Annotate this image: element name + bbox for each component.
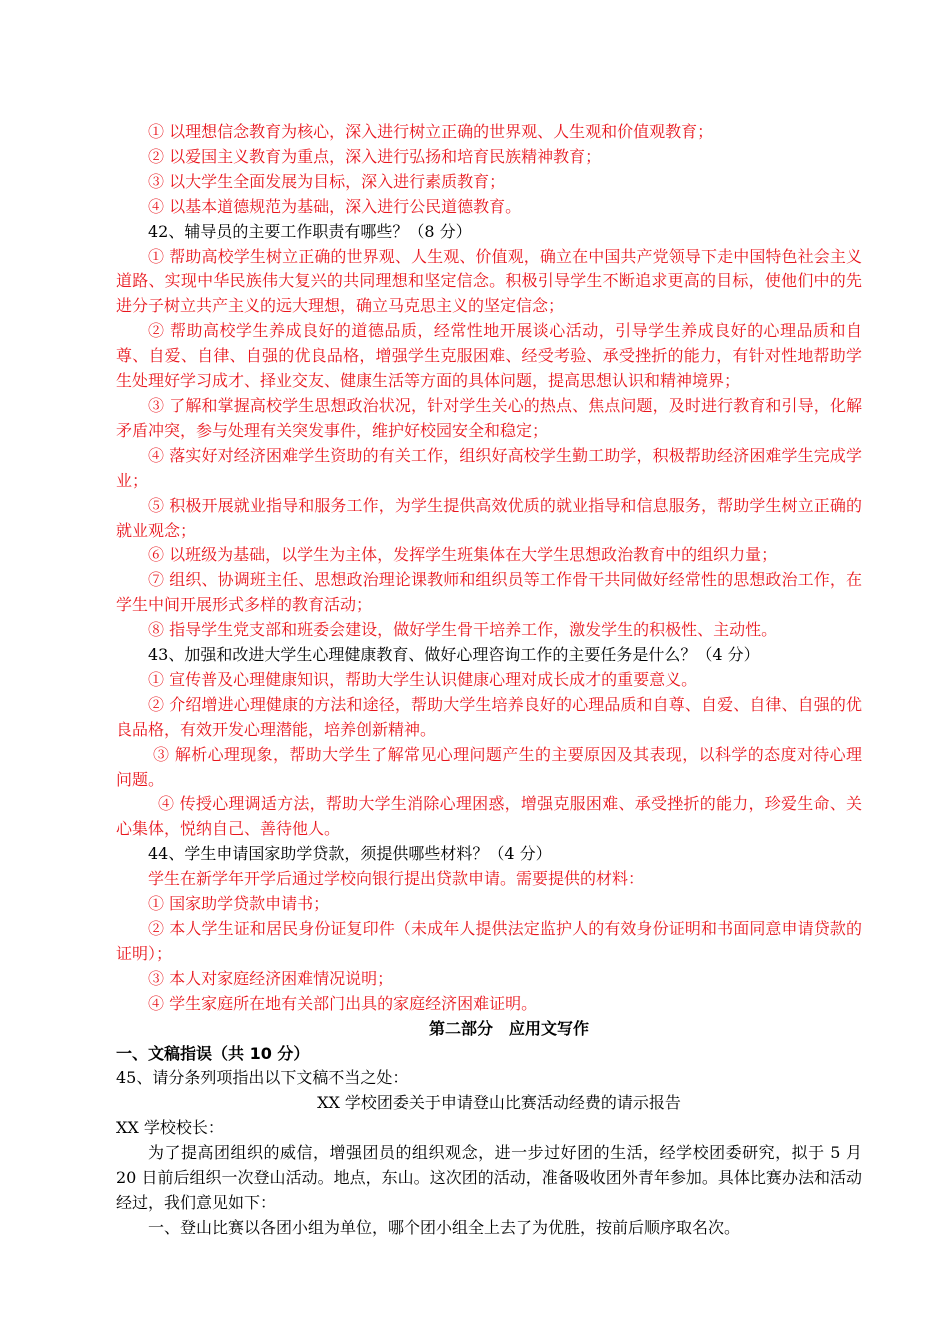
q41-answer-1: ① 以理想信念教育为核心，深入进行树立正确的世界观、人生观和价值观教育； — [148, 122, 714, 141]
q43-answer-3: ③ 解析心理现象，帮助大学生了解常见心理问题产生的主要原因及其表现，以科学的态度对待心理问题。 — [116, 744, 862, 789]
q42-answer-2: ② 帮助高校学生养成良好的道德品质，经常性地开展谈心活动，引导学生养成良好的心理品质和自尊、自爱、自律、自强的优良品格，增强学生克服困难、经受考验、承受挫折的能力，有针对性地帮助学生处理好学习成才、择业交友、健康生活等方面的具体问题，提高思想认识和精神境界； — [116, 321, 862, 391]
q44-answer-2: ② 本人学生证和居民身份证复印件（未成年人提供法定监护人的有效身份证明和书面同意申请贷款的证明）； — [116, 919, 862, 963]
q42-answer-7: ⑦ 组织、协调班主任、思想政治理论课教师和组织员等工作骨干共同做好经常性的思想政治工作，在学生中间开展形式多样的教育活动； — [116, 570, 862, 615]
q41-answer-2: ② 以爱国主义教育为重点，深入进行弘扬和培育民族精神教育； — [148, 146, 602, 166]
body-paragraph-2: 一、登山比赛以各团小组为单位，哪个团小组全上去了为优胜，按前后顺序取名次。 — [148, 1217, 741, 1237]
q44-answer-4: ④ 学生家庭所在地有关部门出具的家庭经济困难证明。 — [148, 993, 538, 1013]
body-paragraph-1: 为了提高团组织的威信，增强团员的组织观念，进一步过好团的生活，经学校团委研究，拟于 5 月 20 日前后组织一次登山活动。地点，东山。这次团的活动，准备吸收团外青年参加。具体比赛办法和活动经过，我们意见如下： — [116, 1143, 862, 1212]
q43-answer-1: ① 宣传普及心理健康知识，帮助大学生认识健康心理对成长成才的重要意义。 — [148, 669, 698, 689]
part2-title: 第二部分 应用文写作 — [428, 1018, 589, 1038]
q44-answer-1: ① 国家助学贷款申请书； — [148, 894, 330, 914]
q42-answer-1: ① 帮助高校学生树立正确的世界观、人生观、价值观，确立在中国共产党领导下走中国特色社会主义道路、实现中华民族伟大复兴的共同理想和坚定信念。积极引导学生不断追求更高的目标，使他们中的先进分子树立共产主义的远大理想，确立马克思主义的坚定信念； — [116, 246, 862, 316]
q42-answer-5: ⑤ 积极开展就业指导和服务工作，为学生提供高效优质的就业指导和信息服务，帮助学生树立正确的就业观念； — [116, 495, 862, 540]
q45-question: 45、请分条列项指出以下文稿不当之处： — [116, 1068, 409, 1088]
q44-intro: 学生在新学年开学后通过学校向银行提出贷款申请。需要提供的材料： — [148, 869, 645, 889]
q43-answer-4: ④ 传授心理调适方法，帮助大学生消除心理困惑，增强克服困难、承受挫折的能力，珍爱生命、关心集体，悦纳自己、善待他人。 — [116, 794, 862, 839]
document-page — [116, 120, 862, 1241]
document-title: XX 学校团委关于申请登山比赛活动经费的请示报告 — [317, 1093, 681, 1113]
q44-answer-3: ③ 本人对家庭经济困难情况说明； — [148, 968, 394, 988]
q42-question: 42、辅导员的主要工作职责有哪些？（8 分） — [148, 221, 472, 241]
q43-answer-2: ② 介绍增进心理健康的方法和途径，帮助大学生培养良好的心理品质和自尊、自爱、自律、自强的优良品格，有效开发心理潜能，培养创新精神。 — [116, 694, 862, 739]
q42-answer-6: ⑥ 以班级为基础，以学生为主体，发挥学生班集体在大学生思想政治教育中的组织力量； — [148, 545, 778, 565]
q42-answer-3: ③ 了解和掌握高校学生思想政治状况，针对学生关心的热点、焦点问题，及时进行教育和引导，化解矛盾冲突，参与处理有关突发事件，维护好校园安全和稳定； — [116, 395, 862, 440]
q41-answer-4: ④ 以基本道德规范为基础，深入进行公民道德教育。 — [148, 196, 522, 216]
q44-question: 44、学生申请国家助学贷款，须提供哪些材料？（4 分） — [148, 844, 552, 864]
q41-answer-3: ③ 以大学生全面发展为目标，深入进行素质教育； — [148, 171, 506, 191]
q42-answer-4: ④ 落实好对经济困难学生资助的有关工作，组织好高校学生勤工助学，积极帮助经济困难学生完成学业； — [116, 445, 862, 490]
q43-question: 43、加强和改进大学生心理健康教育、做好心理咨询工作的主要任务是什么？（4 分） — [148, 645, 760, 665]
q42-answer-8: ⑧ 指导学生党支部和班委会建设，做好学生骨干培养工作，激发学生的积极性、主动性。 — [148, 620, 778, 640]
section-title: 一、文稿指误（共 10 分） — [116, 1043, 310, 1063]
salutation: XX 学校校长： — [116, 1118, 224, 1138]
